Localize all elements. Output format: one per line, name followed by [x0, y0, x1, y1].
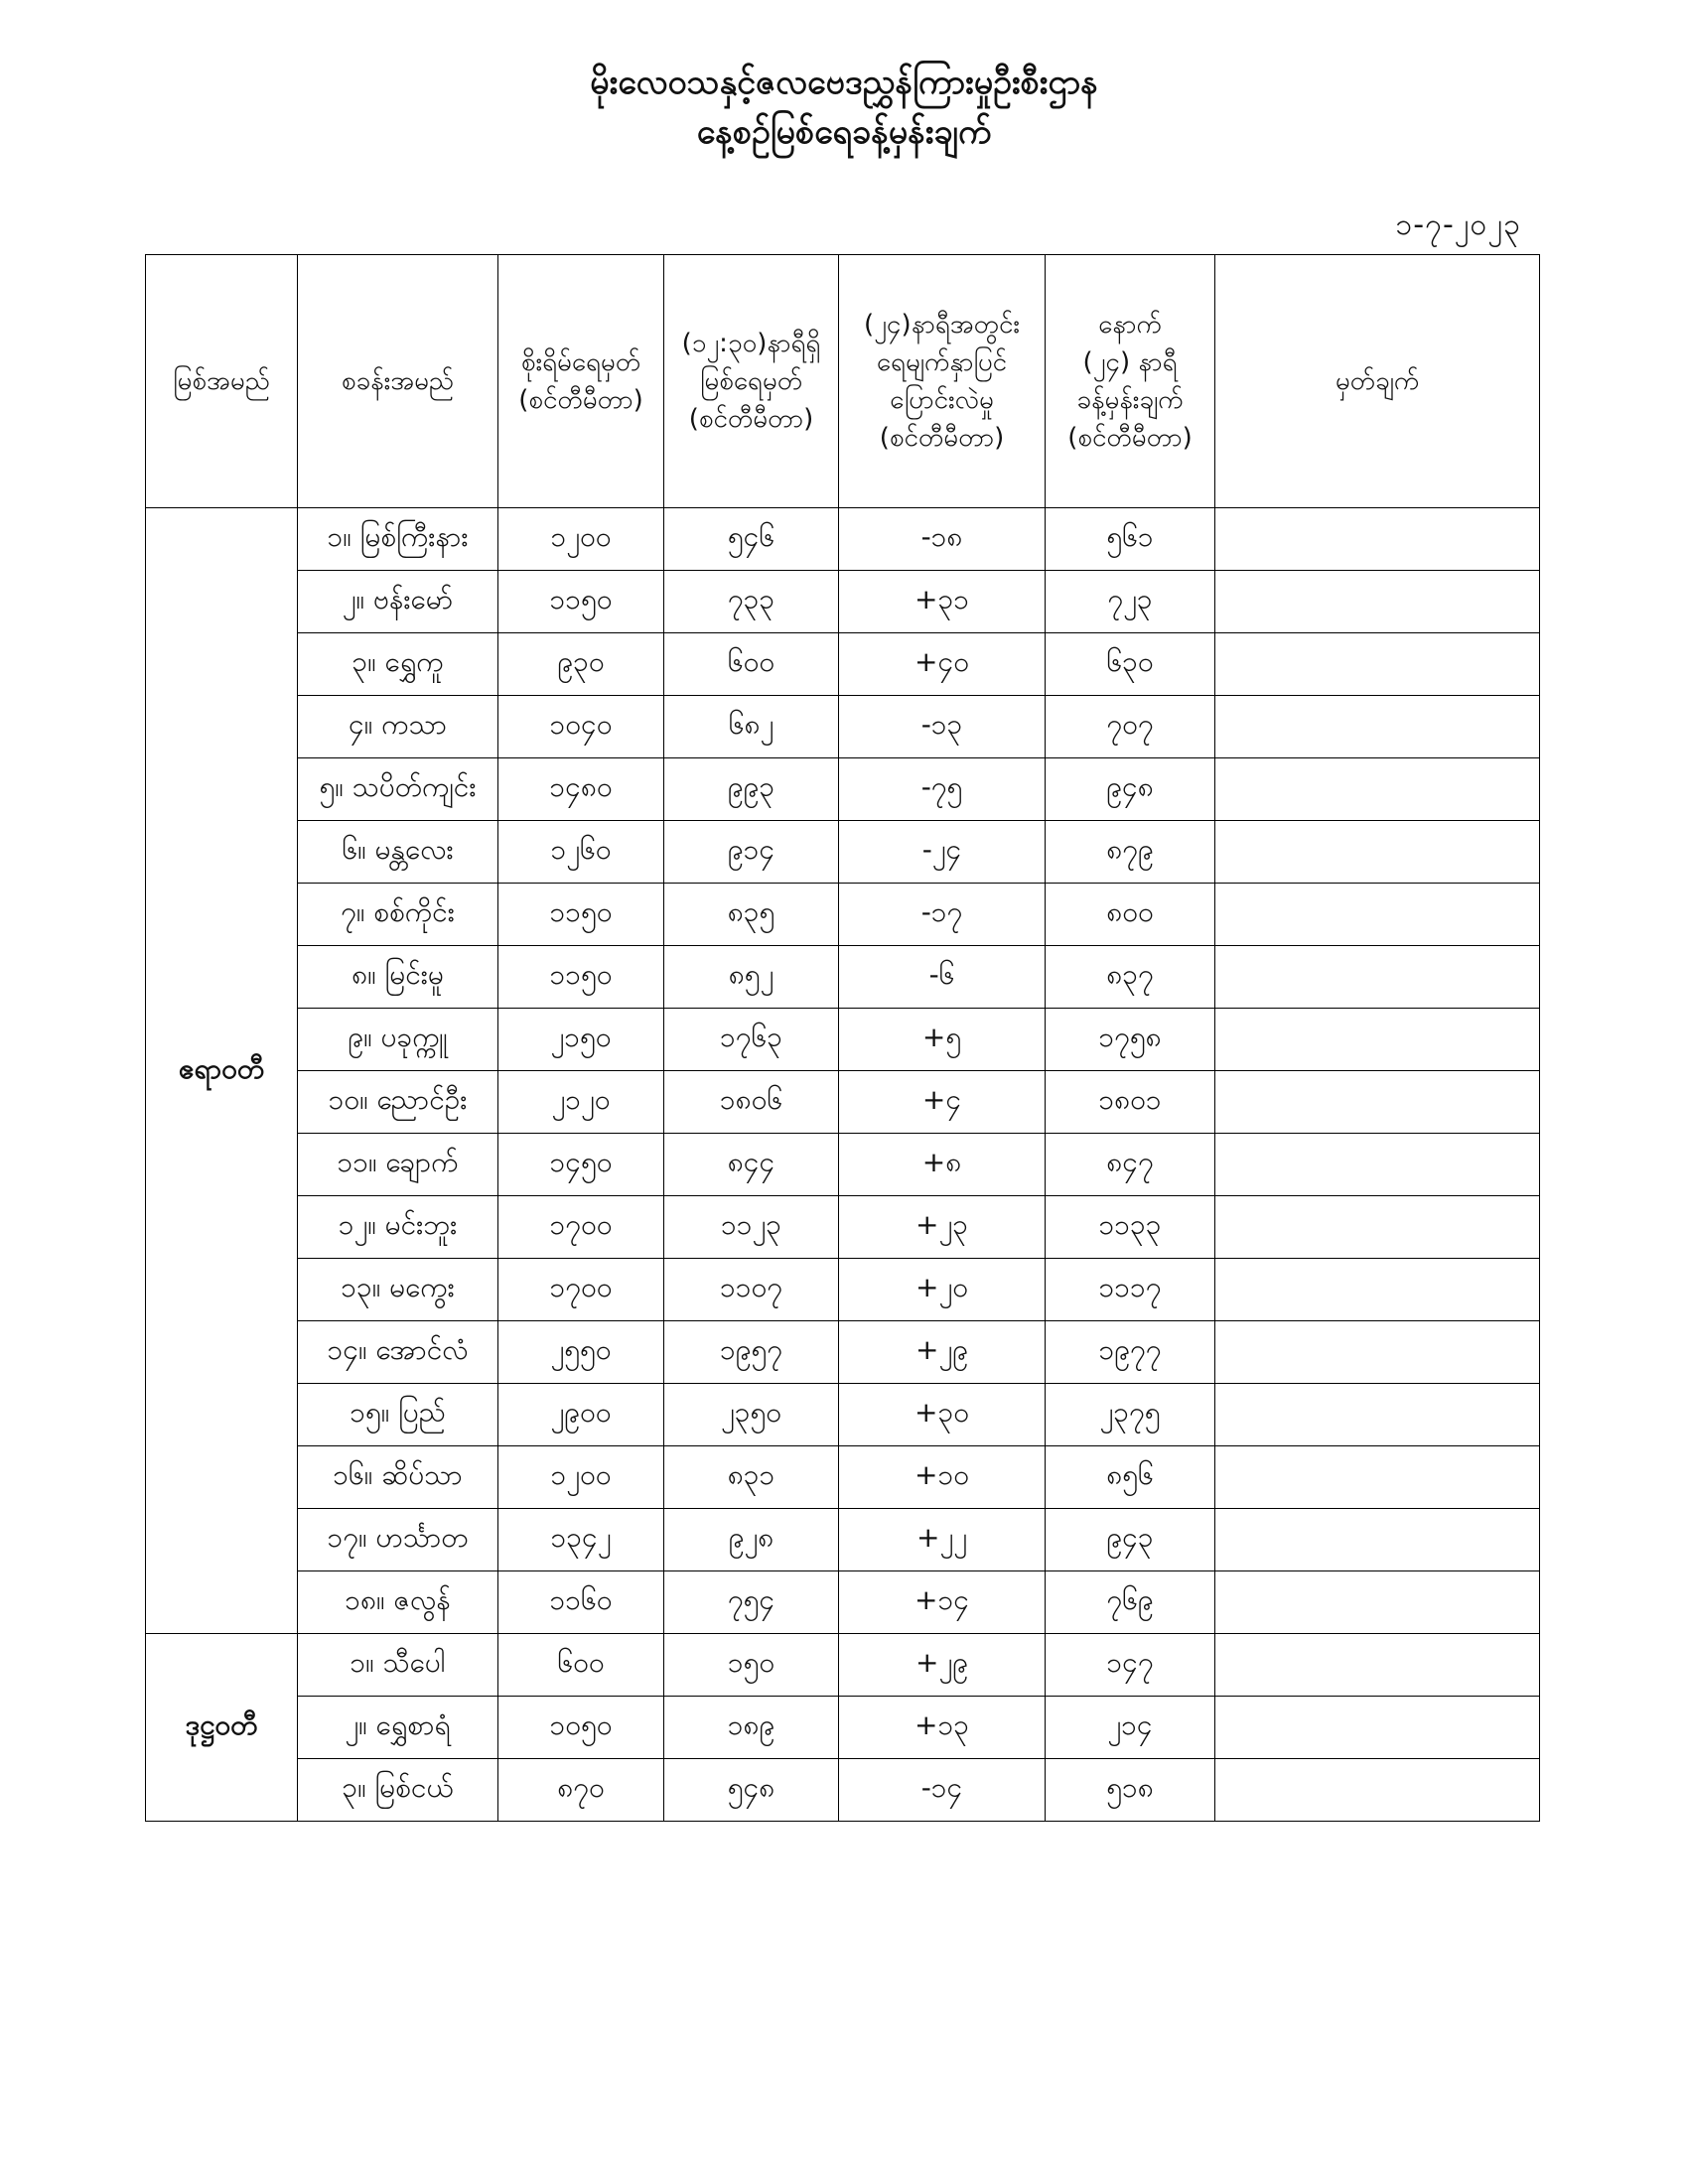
forecast-cell: ၈၃၇: [1046, 946, 1215, 1009]
danger-level-cell: ၂၉၀၀: [498, 1384, 664, 1446]
danger-level-cell: ၁၀၄၀: [498, 696, 664, 758]
water-level-cell: ၈၅၂: [664, 946, 839, 1009]
change-cell: +၅: [839, 1009, 1046, 1071]
remarks-cell: [1215, 1071, 1540, 1134]
table-row: [146, 1571, 1540, 1634]
change-cell: +၁၃: [839, 1697, 1046, 1759]
forecast-cell: ၅၆၁: [1046, 508, 1215, 571]
remarks-cell: [1215, 884, 1540, 946]
water-level-cell: ၁၉၅၇: [664, 1321, 839, 1384]
water-level-cell: ၁၇၆၃: [664, 1009, 839, 1071]
change-cell: +၄၀: [839, 633, 1046, 696]
forecast-cell: ၂၃၇၅: [1046, 1384, 1215, 1446]
department-title: မိုးလေဝသနှင့်ဇလဗေဒညွှန်ကြားမှုဦးစီးဌာန: [590, 63, 1098, 102]
danger-level-cell: ၁၄၅၀: [498, 1134, 664, 1196]
station-cell: ၂။ ရွှေစာရံ: [298, 1697, 498, 1759]
header-station: စခန်းအမည်: [298, 255, 498, 508]
header-danger-level: စိုးရိမ်ရေမှတ် (စင်တီမီတာ): [498, 255, 664, 508]
river-name-cell: ဒုဋ္ဌဝတီ: [146, 1634, 298, 1822]
danger-level-cell: ၂၁၅၀: [498, 1009, 664, 1071]
danger-level-cell: ၂၁၂၀: [498, 1071, 664, 1134]
forecast-cell: ၇၂၃: [1046, 571, 1215, 633]
danger-level-cell: ၁၃၄၂: [498, 1509, 664, 1571]
water-level-cell: ၉၁၄: [664, 821, 839, 884]
change-cell: -၆: [839, 946, 1046, 1009]
danger-level-cell: ၈၇၀: [498, 1759, 664, 1822]
station-cell: ၅။ သပိတ်ကျင်း: [298, 758, 498, 821]
table-row: [146, 821, 1540, 884]
change-cell: +၁၀: [839, 1446, 1046, 1509]
danger-level-cell: ၁၂၀၀: [498, 508, 664, 571]
water-level-cell: ၉၂၈: [664, 1509, 839, 1571]
station-cell: ၁၇။ ဟင်္သာတ: [298, 1509, 498, 1571]
danger-level-cell: ၁၇၀၀: [498, 1259, 664, 1321]
station-cell: ၁၈။ ဇလွန်: [298, 1571, 498, 1634]
change-cell: -၁၄: [839, 1759, 1046, 1822]
station-cell: ၉။ ပခုက္ကူ: [298, 1009, 498, 1071]
change-cell: +၂၂: [839, 1509, 1046, 1571]
station-cell: ၁၃။ မကွေး: [298, 1259, 498, 1321]
water-level-cell: ၅၄၈: [664, 1759, 839, 1822]
forecast-cell: ၅၁၈: [1046, 1759, 1215, 1822]
remarks-cell: [1215, 1759, 1540, 1822]
forecast-cell: ၁၉၇၇: [1046, 1321, 1215, 1384]
remarks-cell: [1215, 696, 1540, 758]
station-cell: ၃။ ရွှေကူ: [298, 633, 498, 696]
water-level-cell: ၈၄၄: [664, 1134, 839, 1196]
remarks-cell: [1215, 1697, 1540, 1759]
station-cell: ၁၆။ ဆိပ်သာ: [298, 1446, 498, 1509]
change-cell: +၃၀: [839, 1384, 1046, 1446]
forecast-cell: ၈၇၉: [1046, 821, 1215, 884]
danger-level-cell: ၁၄၈၀: [498, 758, 664, 821]
change-cell: +၃၁: [839, 571, 1046, 633]
water-level-cell: ၉၉၃: [664, 758, 839, 821]
station-cell: ၁။ သီပေါ: [298, 1634, 498, 1697]
remarks-cell: [1215, 1509, 1540, 1571]
station-cell: ၁၀။ ညောင်ဦး: [298, 1071, 498, 1134]
forecast-cell: ၈၅၆: [1046, 1446, 1215, 1509]
forecast-cell: ၁၇၅၈: [1046, 1009, 1215, 1071]
page-header: [0, 58, 1688, 157]
table-row: [146, 508, 1540, 571]
change-cell: +၈: [839, 1134, 1046, 1196]
station-cell: ၁၅။ ပြည်: [298, 1384, 498, 1446]
header-forecast: နောက် (၂၄) နာရီ ခန့်မှန်းချက် (စင်တီမီတာ): [1046, 255, 1215, 508]
remarks-cell: [1215, 1321, 1540, 1384]
table-row: [146, 1634, 1540, 1697]
station-cell: ၆။ မန္တလေး: [298, 821, 498, 884]
water-level-cell: ၂၃၅၀: [664, 1384, 839, 1446]
remarks-cell: [1215, 1571, 1540, 1634]
station-cell: ၂။ ဗန်းမော်: [298, 571, 498, 633]
forecast-cell: ၁၄၇: [1046, 1634, 1215, 1697]
water-level-cell: ၁၁၀၇: [664, 1259, 839, 1321]
header-water-level: (၁၂:၃၀)နာရီရှိ မြစ်ရေမှတ် (စင်တီမီတာ): [664, 255, 839, 508]
remarks-cell: [1215, 1259, 1540, 1321]
danger-level-cell: ၁၁၅၀: [498, 884, 664, 946]
remarks-cell: [1215, 758, 1540, 821]
report-date: ၁-၇-၂၀၂၃: [1395, 207, 1521, 242]
remarks-cell: [1215, 571, 1540, 633]
water-level-cell: ၁၈၉: [664, 1697, 839, 1759]
danger-level-cell: ၁၁၆၀: [498, 1571, 664, 1634]
water-level-cell: ၈၃၅: [664, 884, 839, 946]
remarks-cell: [1215, 1196, 1540, 1259]
station-cell: ၃။ မြစ်ငယ်: [298, 1759, 498, 1822]
water-level-cell: ၅၄၆: [664, 508, 839, 571]
forecast-cell: ၇၀၇: [1046, 696, 1215, 758]
change-cell: +၂၉: [839, 1321, 1046, 1384]
change-cell: +၂၉: [839, 1634, 1046, 1697]
water-level-cell: ၆၀၀: [664, 633, 839, 696]
change-cell: +၄: [839, 1071, 1046, 1134]
danger-level-cell: ၁၀၅၀: [498, 1697, 664, 1759]
table-row: [146, 884, 1540, 946]
change-cell: -၁၈: [839, 508, 1046, 571]
danger-level-cell: ၆၀၀: [498, 1634, 664, 1697]
danger-level-cell: ၉၃၀: [498, 633, 664, 696]
change-cell: -၁၇: [839, 884, 1046, 946]
remarks-cell: [1215, 946, 1540, 1009]
change-cell: -၂၄: [839, 821, 1046, 884]
table-row: [146, 1446, 1540, 1509]
water-level-cell: ၈၃၁: [664, 1446, 839, 1509]
remarks-cell: [1215, 1634, 1540, 1697]
remarks-cell: [1215, 1446, 1540, 1509]
water-level-cell: ၆၈၂: [664, 696, 839, 758]
station-cell: ၄။ ကသာ: [298, 696, 498, 758]
forecast-cell: ၆၃၀: [1046, 633, 1215, 696]
table-row: [146, 1134, 1540, 1196]
table-row: [146, 633, 1540, 696]
danger-level-cell: ၁၁၅၀: [498, 946, 664, 1009]
forecast-cell: ၈၀၀: [1046, 884, 1215, 946]
table-row: [146, 946, 1540, 1009]
remarks-cell: [1215, 1134, 1540, 1196]
remarks-cell: [1215, 508, 1540, 571]
table-row: [146, 1009, 1540, 1071]
table-row: [146, 1321, 1540, 1384]
forecast-cell: ၁၈၀၁: [1046, 1071, 1215, 1134]
remarks-cell: [1215, 633, 1540, 696]
table-row: [146, 1196, 1540, 1259]
station-cell: ၁။ မြစ်ကြီးနား: [298, 508, 498, 571]
water-level-cell: ၁၅၀: [664, 1634, 839, 1697]
danger-level-cell: ၁၇၀၀: [498, 1196, 664, 1259]
forecast-cell: ၈၄၇: [1046, 1134, 1215, 1196]
forecast-cell: ၂၁၄: [1046, 1697, 1215, 1759]
header-river: မြစ်အမည်: [146, 255, 298, 508]
station-cell: ၁၄။ အောင်လံ: [298, 1321, 498, 1384]
forecast-cell: ၉၄၃: [1046, 1509, 1215, 1571]
table-row: [146, 1384, 1540, 1446]
station-cell: ၁၂။ မင်းဘူး: [298, 1196, 498, 1259]
change-cell: +၂၀: [839, 1259, 1046, 1321]
forecast-cell: ၉၄၈: [1046, 758, 1215, 821]
change-cell: -၁၃: [839, 696, 1046, 758]
remarks-cell: [1215, 821, 1540, 884]
table-row: [146, 1697, 1540, 1759]
table-header-row: [146, 255, 1540, 508]
danger-level-cell: ၁၂၆၀: [498, 821, 664, 884]
danger-level-cell: ၁၁၅၀: [498, 571, 664, 633]
water-level-cell: ၇၅၄: [664, 1571, 839, 1634]
danger-level-cell: ၁၂၀၀: [498, 1446, 664, 1509]
station-cell: ၈။ မြင်းမူ: [298, 946, 498, 1009]
water-level-cell: ၇၃၃: [664, 571, 839, 633]
table-body: [146, 508, 1540, 1822]
water-level-cell: ၁၁၂၃: [664, 1196, 839, 1259]
station-cell: ၇။ စစ်ကိုင်း: [298, 884, 498, 946]
table-row: [146, 571, 1540, 633]
table-row: [146, 1509, 1540, 1571]
change-cell: +၁၄: [839, 1571, 1046, 1634]
header-remarks: မှတ်ချက်: [1215, 255, 1540, 508]
station-cell: ၁၁။ ချောက်: [298, 1134, 498, 1196]
forecast-table: [145, 254, 1540, 1822]
forecast-cell: ၁၁၁၇: [1046, 1259, 1215, 1321]
table-row: [146, 1259, 1540, 1321]
water-level-cell: ၁၈၀၆: [664, 1071, 839, 1134]
change-cell: -၇၅: [839, 758, 1046, 821]
table-row: [146, 1759, 1540, 1822]
remarks-cell: [1215, 1384, 1540, 1446]
forecast-cell: ၁၁၃၃: [1046, 1196, 1215, 1259]
table-row: [146, 758, 1540, 821]
forecast-cell: ၇၆၉: [1046, 1571, 1215, 1634]
table-row: [146, 1071, 1540, 1134]
header-24h-change: (၂၄)နာရီအတွင်း ရေမျက်နှာပြင် ပြောင်းလဲမှု (စင်တီမီတာ): [839, 255, 1046, 508]
river-name-cell: ဧရာဝတီ: [146, 508, 298, 1634]
danger-level-cell: ၂၅၅၀: [498, 1321, 664, 1384]
remarks-cell: [1215, 1009, 1540, 1071]
table-row: [146, 696, 1540, 758]
change-cell: +၂၃: [839, 1196, 1046, 1259]
report-title: နေ့စဉ်မြစ်ရေခန့်မှန်းချက်: [696, 112, 992, 152]
